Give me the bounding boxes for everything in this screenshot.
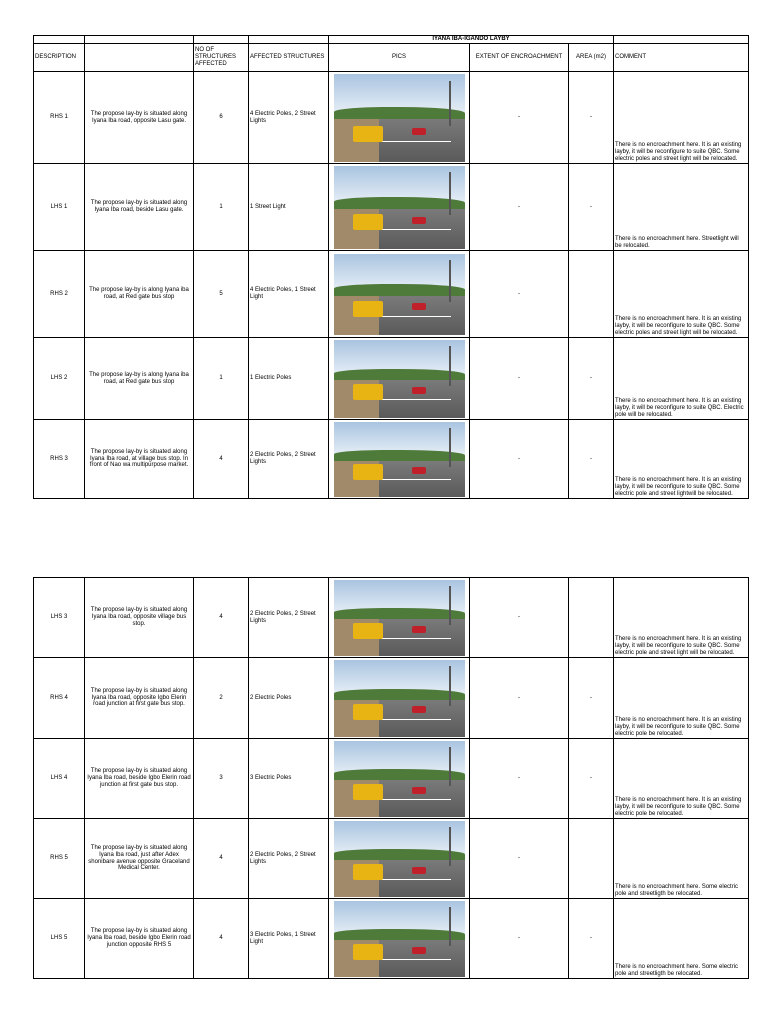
cell-comment: There is no encroachment here. It is an existing layby, it will be reconfigure to suite QBC. Some electric poles and street light will be relocated. bbox=[614, 251, 749, 338]
table-row bbox=[34, 899, 749, 979]
cell-affected-structures: 2 Electric Poles bbox=[249, 658, 329, 739]
table-row bbox=[34, 251, 749, 338]
cell-affected-structures: 3 Electric Poles bbox=[249, 739, 329, 819]
cell-id: RHS 1 bbox=[34, 72, 85, 164]
cell-area bbox=[569, 578, 614, 658]
cell-id: RHS 5 bbox=[34, 819, 85, 899]
cell-area: - bbox=[569, 420, 614, 499]
cell-description: The propose lay-by is situated along Iyana Iba road, beside Igbo Elerin road junction opposite RHS 5 bbox=[85, 899, 194, 979]
cell-id: LHS 3 bbox=[34, 578, 85, 658]
cell-pic bbox=[329, 658, 470, 739]
cell-comment: There is no encroachment here. It is an existing layby, it will be reconfigure to suite QBC. Some electric pole be relocated. bbox=[614, 658, 749, 739]
site-photo bbox=[334, 741, 465, 817]
cell-comment: There is no encroachment here. It is an existing layby, it will be reconfigure to suite QBC. Some electric pole and street lightwill be relocated. bbox=[614, 420, 749, 499]
cell-pic bbox=[329, 72, 470, 164]
cell-pic bbox=[329, 578, 470, 658]
table-body-2 bbox=[34, 578, 749, 979]
cell-affected-structures: 2 Electric Poles, 2 Street Lights bbox=[249, 420, 329, 499]
table-row bbox=[34, 164, 749, 251]
cell-count: 4 bbox=[194, 420, 249, 499]
header-extent: EXTENT OF ENCROACHMENT bbox=[470, 44, 569, 72]
cell-pic bbox=[329, 739, 470, 819]
table-row bbox=[34, 72, 749, 164]
header-no-structures: NO OF STRUCTURES AFFECTED bbox=[194, 44, 249, 72]
cell-affected-structures: 4 Electric Poles, 2 Street Lights bbox=[249, 72, 329, 164]
header-area: AREA (m2) bbox=[569, 44, 614, 72]
table-row bbox=[34, 420, 749, 499]
cell-comment: There is no encroachment here. It is an existing layby, it will be reconfigure to suite QBC. Some electric poles and street light will be relocated. bbox=[614, 72, 749, 164]
cell-pic bbox=[329, 420, 470, 499]
cell-area: - bbox=[569, 72, 614, 164]
table-row bbox=[34, 338, 749, 420]
cell-affected-structures: 3 Electric Poles, 1 Street Light bbox=[249, 899, 329, 979]
cell-count: 2 bbox=[194, 658, 249, 739]
cell-id: RHS 4 bbox=[34, 658, 85, 739]
cell-count: 1 bbox=[194, 338, 249, 420]
cell-count: 3 bbox=[194, 739, 249, 819]
cell-extent: - bbox=[470, 819, 569, 899]
cell-area bbox=[569, 251, 614, 338]
cell-id: LHS 2 bbox=[34, 338, 85, 420]
cell-pic bbox=[329, 899, 470, 979]
cell-extent: - bbox=[470, 658, 569, 739]
cell-extent: - bbox=[470, 164, 569, 251]
cell-description: The propose lay-by is situated along Iyana Iba road, opposite village bus stop. bbox=[85, 578, 194, 658]
site-photo bbox=[334, 821, 465, 897]
cell-extent: - bbox=[470, 338, 569, 420]
cell-count: 4 bbox=[194, 578, 249, 658]
table-row bbox=[34, 578, 749, 658]
cell-affected-structures: 2 Electric Poles, 2 Street Lights bbox=[249, 578, 329, 658]
cell-id: RHS 3 bbox=[34, 420, 85, 499]
cell-affected-structures: 1 Electric Poles bbox=[249, 338, 329, 420]
cell-comment: There is no encroachment here. It is an existing layby, it will be reconfigure to suite QBC. Electric pole will be relocated. bbox=[614, 338, 749, 420]
cell-area: - bbox=[569, 338, 614, 420]
site-photo bbox=[334, 74, 465, 162]
cell-pic bbox=[329, 164, 470, 251]
cell-extent: - bbox=[470, 578, 569, 658]
cell-affected-structures: 1 Street Light bbox=[249, 164, 329, 251]
cell-extent: - bbox=[470, 72, 569, 164]
header-description: DESCRIPTION bbox=[34, 44, 85, 72]
cell-id: LHS 1 bbox=[34, 164, 85, 251]
cell-affected-structures: 2 Electric Poles, 2 Street Lights bbox=[249, 819, 329, 899]
table-row bbox=[34, 658, 749, 739]
table-row bbox=[34, 739, 749, 819]
cell-pic bbox=[329, 819, 470, 899]
cell-count: 4 bbox=[194, 819, 249, 899]
table-body-1 bbox=[34, 72, 749, 499]
cell-comment: There is no encroachment here. It is an existing layby, it will be reconfigure to suite QBC. Some electric pole and street light will be relocated. bbox=[614, 578, 749, 658]
cell-id: RHS 2 bbox=[34, 251, 85, 338]
cell-extent: - bbox=[470, 739, 569, 819]
cell-id: LHS 5 bbox=[34, 899, 85, 979]
cell-description: The propose lay-by is situated along Iyana Iba road, opposite Lasu gate. bbox=[85, 72, 194, 164]
cell-pic bbox=[329, 338, 470, 420]
layby-table-2 bbox=[33, 577, 749, 979]
cell-count: 1 bbox=[194, 164, 249, 251]
table-title: IYANA IBA-IGANDO LAYBY bbox=[329, 36, 614, 44]
cell-area bbox=[569, 819, 614, 899]
cell-extent: - bbox=[470, 899, 569, 979]
cell-area: - bbox=[569, 164, 614, 251]
cell-description: The propose lay-by is situated along Iyana Iba road, beside Igbo Elerin road junction at first gate bus stop. bbox=[85, 739, 194, 819]
cell-id: LHS 4 bbox=[34, 739, 85, 819]
header-affected-structures: AFFECTED STRUCTURES bbox=[249, 44, 329, 72]
cell-comment: There is no encroachment here. Some electric pole and streetligth be relocated. bbox=[614, 819, 749, 899]
cell-area: - bbox=[569, 658, 614, 739]
cell-description: The propose lay-by is situated along Iyana Iba road, just after Adex shonibare avenue opposite Graceland Medical Center. bbox=[85, 819, 194, 899]
site-photo bbox=[334, 254, 465, 335]
cell-count: 6 bbox=[194, 72, 249, 164]
table-row bbox=[34, 819, 749, 899]
cell-area: - bbox=[569, 899, 614, 979]
cell-description: The propose lay-by is along Iyana iba road, at Red gate bus stop bbox=[85, 251, 194, 338]
cell-description: The propose lay-by is along Iyana iba road, at Red gate bus stop bbox=[85, 338, 194, 420]
cell-pic bbox=[329, 251, 470, 338]
site-photo bbox=[334, 166, 465, 249]
header-pics: PICS bbox=[329, 44, 470, 72]
cell-comment: There is no encroachment here. Some electric pole and streetligth be relocated. bbox=[614, 899, 749, 979]
site-photo bbox=[334, 340, 465, 418]
cell-count: 5 bbox=[194, 251, 249, 338]
site-photo bbox=[334, 660, 465, 737]
site-photo bbox=[334, 422, 465, 497]
layby-table-1 bbox=[33, 35, 749, 499]
cell-description: The propose lay-by is situated along Iyana Iba road, beside Lasu gate. bbox=[85, 164, 194, 251]
cell-extent: - bbox=[470, 251, 569, 338]
site-photo bbox=[334, 580, 465, 656]
cell-extent: - bbox=[470, 420, 569, 499]
cell-description: The propose lay-by is situated along Iyana Iba road, at village bus stop. In front of Nao wa multipurpose market. bbox=[85, 420, 194, 499]
cell-area: - bbox=[569, 739, 614, 819]
cell-comment: There is no encroachment here. Streetlight will be relocated. bbox=[614, 164, 749, 251]
cell-comment: There is no encroachment here. It is an existing layby, it will be reconfigure to suite QBC. Some electric pole be relocated. bbox=[614, 739, 749, 819]
header-comment: COMMENT bbox=[614, 44, 749, 72]
cell-affected-structures: 4 Electric Poles, 1 Street Light bbox=[249, 251, 329, 338]
cell-description: The propose lay-by is situated along Iyana Iba road, opposite Igbo Elerin road junction at first gate bus stop. bbox=[85, 658, 194, 739]
site-photo bbox=[334, 901, 465, 977]
cell-count: 4 bbox=[194, 899, 249, 979]
